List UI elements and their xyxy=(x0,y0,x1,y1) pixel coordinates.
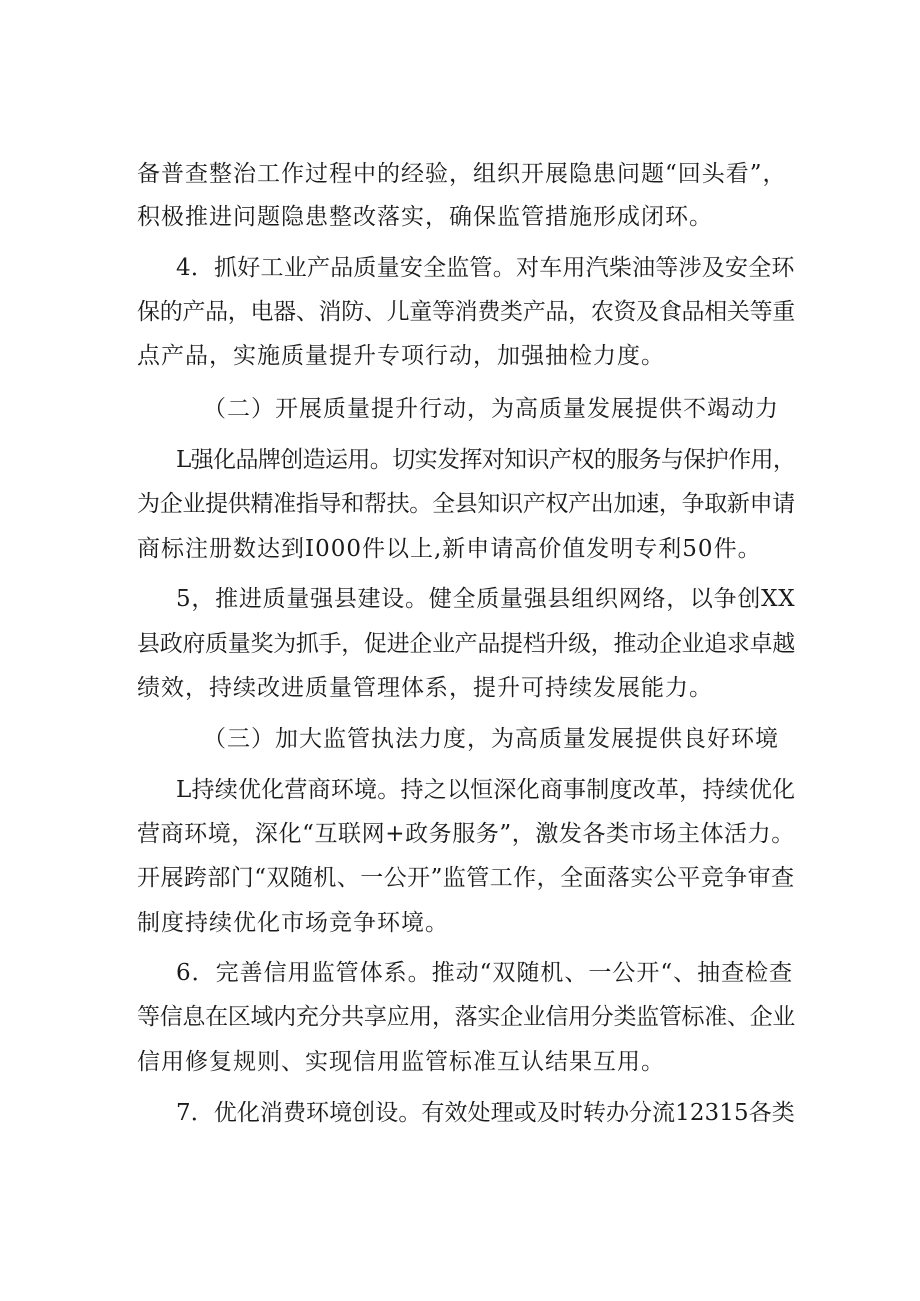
paragraph-line: 点产品，实施质量提升专项行动，加强抽检力度。 xyxy=(137,343,665,369)
paragraph-line: L持续优化营商环境。持之以恒深化商事制度改革，持续优化 xyxy=(176,777,796,803)
paragraph-line: 绩效，持续改进质量管理体系，提升可持续发展能力。 xyxy=(137,675,713,701)
paragraph-line: 保的产品，电器、消防、儿童等消费类产品，农资及食品相关等重 xyxy=(137,299,796,325)
paragraph-line: 4．抓好工业产品质量安全监管。对车用汽柴油等涉及安全环 xyxy=(176,255,795,281)
paragraph-line: 6．完善信用监管体系。推动“双随机、一公开“、抽查检查 xyxy=(176,960,794,986)
paragraph-line: 制度持续优化市场竞争环境。 xyxy=(137,910,449,936)
paragraph-line: 备普查整治工作过程中的经验，组织开展隐患问题“回头看”， xyxy=(137,161,787,187)
paragraph-line: 商标注册数达到I000件以上,新申请高价值发明专利50件。 xyxy=(137,536,762,562)
paragraph-line: 县政府质量奖为抓手，促进企业产品提档升级，推动企业追求卓越 xyxy=(137,631,796,657)
section-heading: （三）加大监管执法力度，为高质量发展提供良好环境 xyxy=(203,726,779,752)
paragraph-line: 开展跨部门“双随机、一公开”监管工作，全面落实公平竞争审查 xyxy=(137,865,795,891)
paragraph-line: 积极推进问题隐患整改落实，确保监管措施形成闭环。 xyxy=(137,204,713,230)
paragraph-line: 7．优化消费环境创设。有效处理或及时转办分流12315各类 xyxy=(176,1100,795,1126)
paragraph-line: L强化品牌创造运用。切实发挥对知识产权的服务与保护作用， xyxy=(176,447,796,473)
paragraph-line: 等信息在区域内充分共享应用，落实企业信用分类监管标准、企业 xyxy=(137,1004,796,1030)
section-heading: （二）开展质量提升行动，为高质量发展提供不竭动力 xyxy=(203,396,779,422)
paragraph-line: 5，推进质量强县建设。健全质量强县组织网络，以争创XX xyxy=(176,586,796,612)
paragraph-line: 信用修复规则、实现信用监管标准互认结果互用。 xyxy=(137,1049,665,1075)
paragraph-line: 为企业提供精准指导和帮扶。全县知识产权产出加速，争取新申请 xyxy=(137,491,796,517)
paragraph-line: 营商环境，深化“互联网+政务服务”，激发各类市场主体活力。 xyxy=(137,821,795,847)
